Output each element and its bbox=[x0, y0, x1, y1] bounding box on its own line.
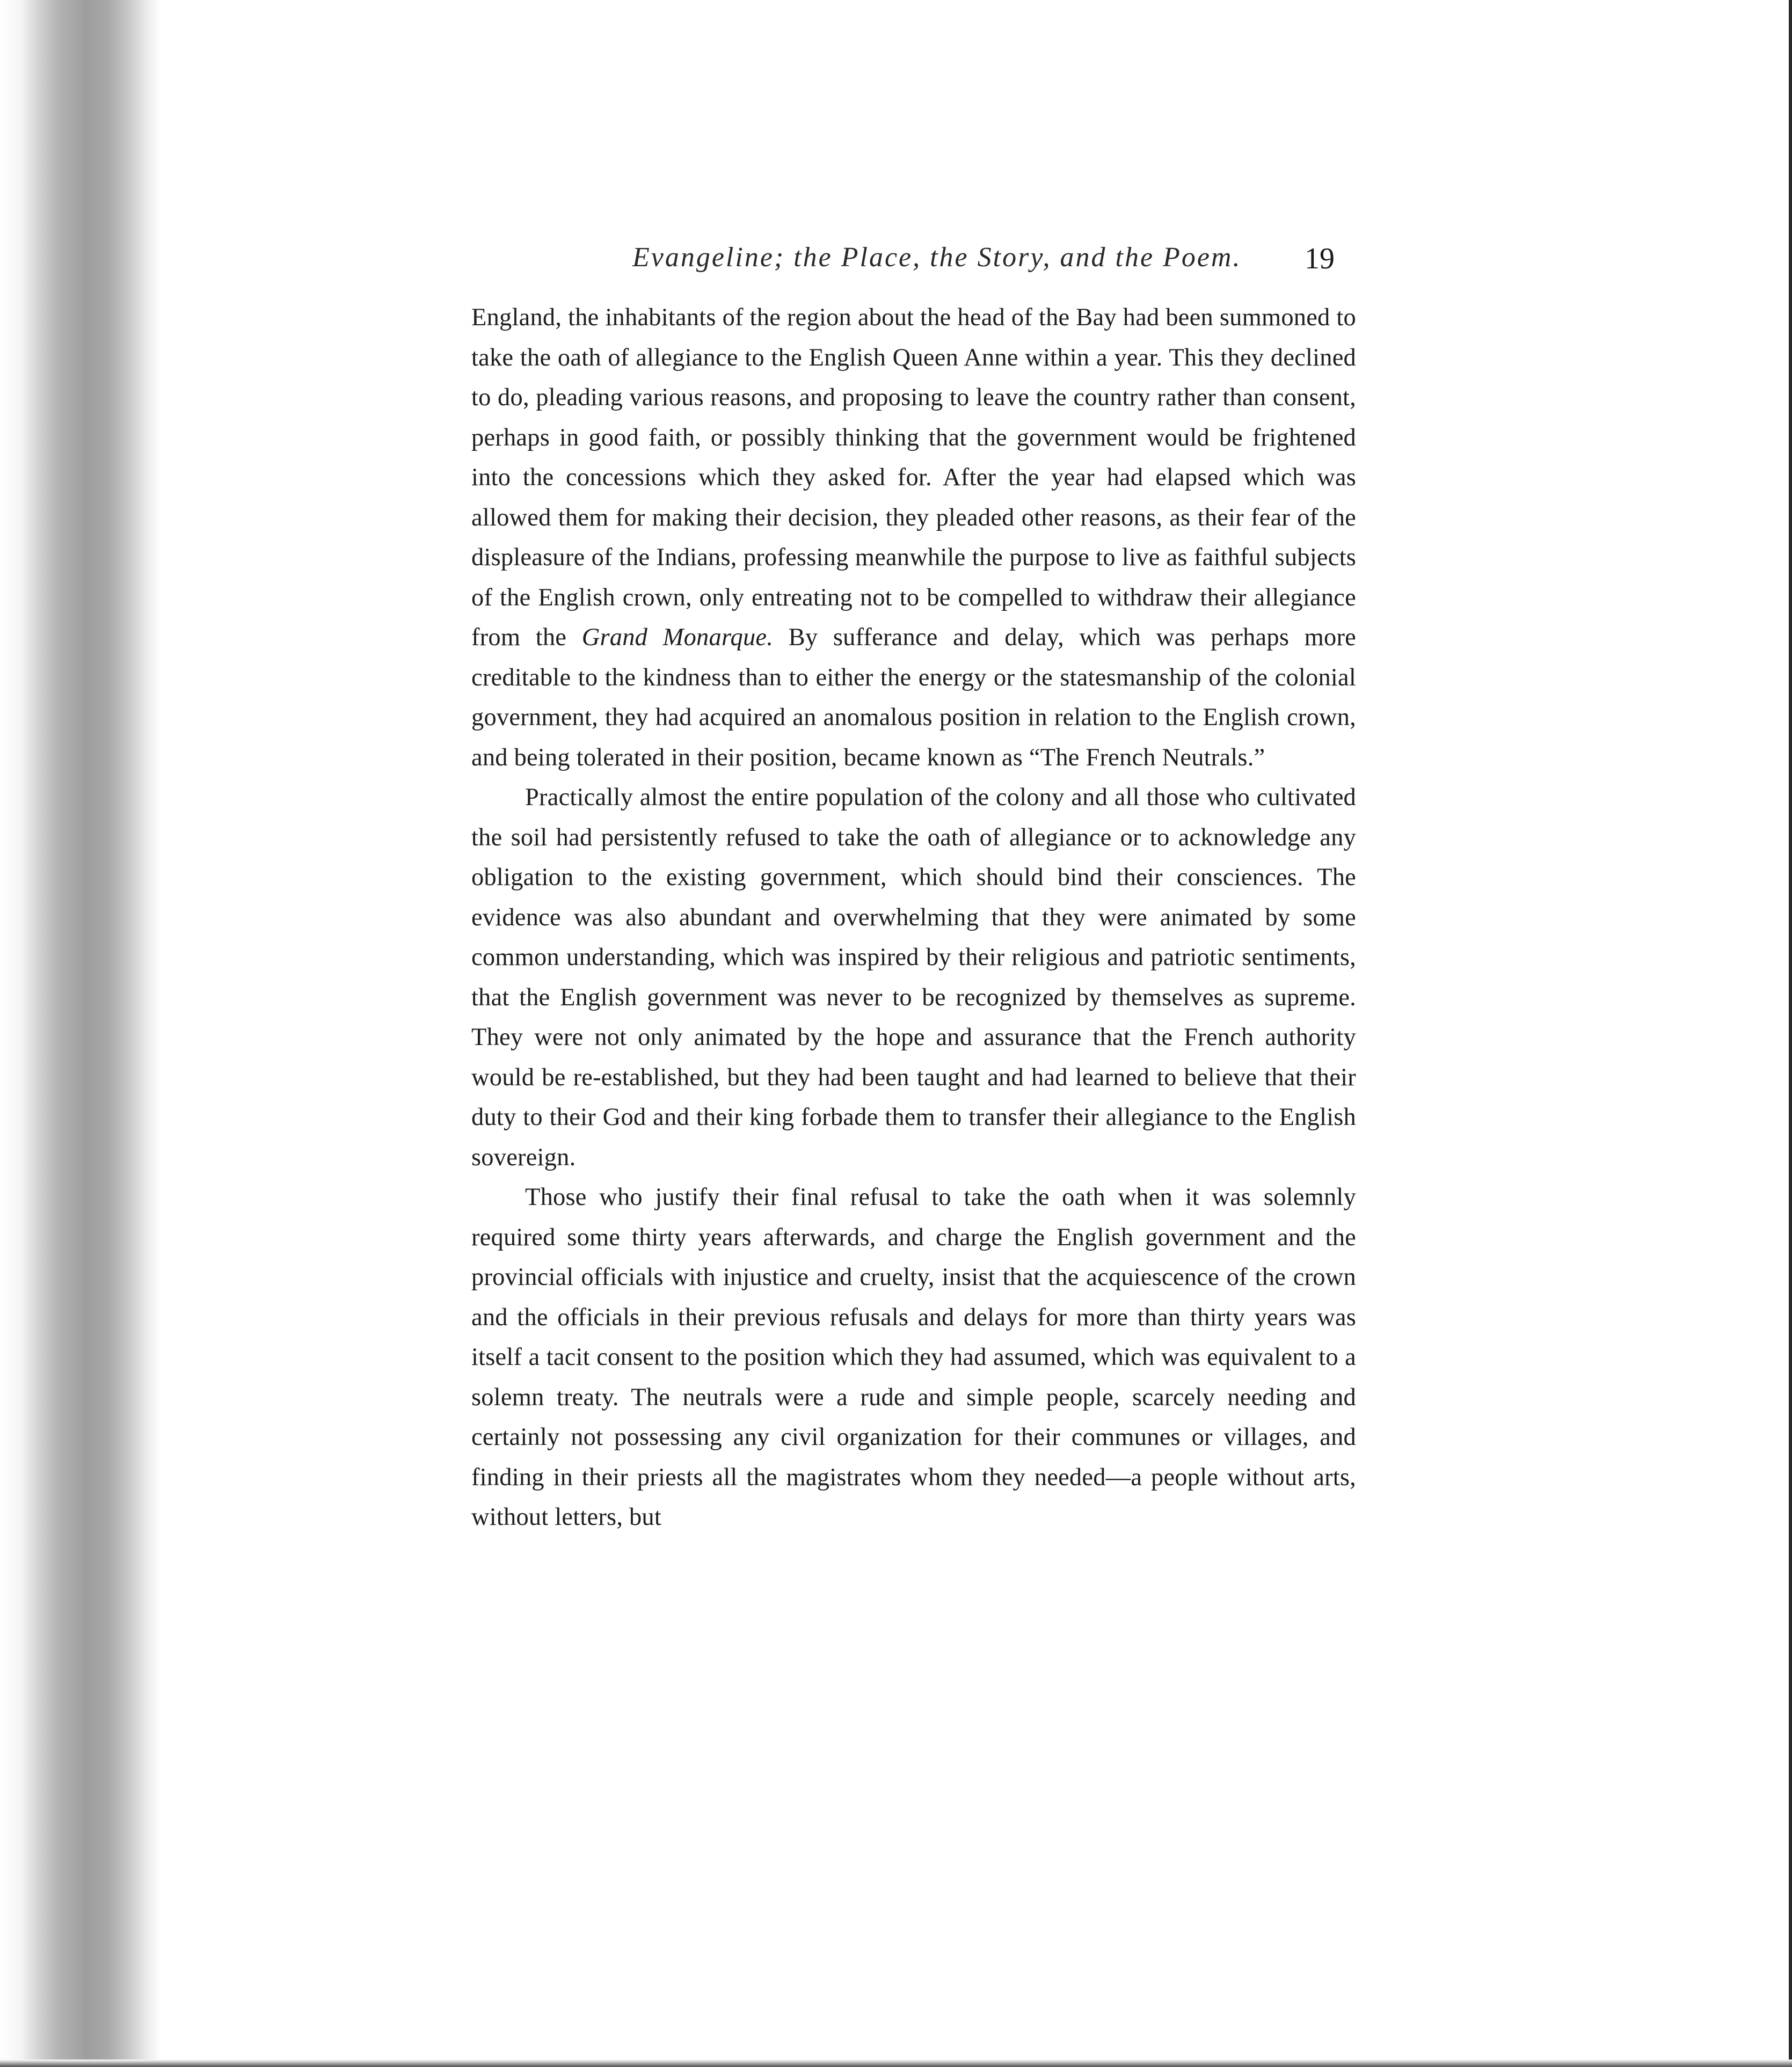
page-edge-right bbox=[1789, 0, 1792, 2067]
paragraph-3: Those who justify their final refusal to take the oath when it was solemnly required some thirty years afterwards, and charge the English government and the provincial officials with injustice and cruelty, insist that the acquiescence of the crown and the officials in their previous refusals and delays for more than thirty years was itself a tacit consent to the position which they had assumed, which was equivalent to a solemn treaty. The neutrals were a rude and simple people, scarcely needing and certainly not possessing any civil organization for their communes or villages, and finding in their priests all the magistrates whom they needed—a people without arts, without letters, but bbox=[471, 1184, 1356, 1531]
paragraph-1-text: England, the inhabitants of the region about the head of the Bay had been summoned to take the oath of allegiance to the English Queen Anne within a year. This they declined to do, pleading various reasons, and proposing to leave the country rather than consent, perhaps in good faith, or possibly thinking that the government would be frightened into the concessions which they asked for. After the year had elapsed which was allowed them for making their decision, they pleaded other reasons, as their fear of the displeasure of the Indians, professing meanwhile the purpose to live as faithful subjects of the English crown, only entreating not to be compelled to withdraw their allegiance from the bbox=[471, 304, 1356, 651]
running-title: Evangeline; the Place, the Story, and the Poem. bbox=[632, 242, 1242, 273]
paragraph-2: Practically almost the entire population of the colony and all those who cultivated the soil had persistently refused to take the oath of allegiance or to acknowledge any obligation to the existing government, which should bind their consciences. The evidence was also abundant and overwhelming that they were animated by some common understanding, which was inspired by their religious and patriotic sentiments, that the English government was never to be recognized by themselves as supreme. They were not only animated by the hope and assurance that the French authority would be re-established, but they had been taught and had learned to believe that their duty to their God and their king forbade them to transfer their allegiance to the English sovereign. bbox=[471, 784, 1356, 1171]
italic-phrase: Grand Monarque. bbox=[581, 624, 774, 651]
page-edge-bottom bbox=[0, 2059, 1792, 2067]
body-text bbox=[471, 298, 1356, 1538]
running-header bbox=[471, 230, 1356, 289]
paragraph-1 bbox=[471, 298, 1356, 778]
binding-shadow bbox=[0, 0, 161, 2067]
paragraph-1-text-cont: By sufferance and delay, which was perhaps more creditable to the kindness than to either the energy or the statesmanship of the colonial government, they had acquired an anomalous position in relation to the English crown, and being tolerated in their position, became known as “The French Neutrals.” bbox=[471, 624, 1356, 771]
page-number: 19 bbox=[1305, 242, 1335, 275]
